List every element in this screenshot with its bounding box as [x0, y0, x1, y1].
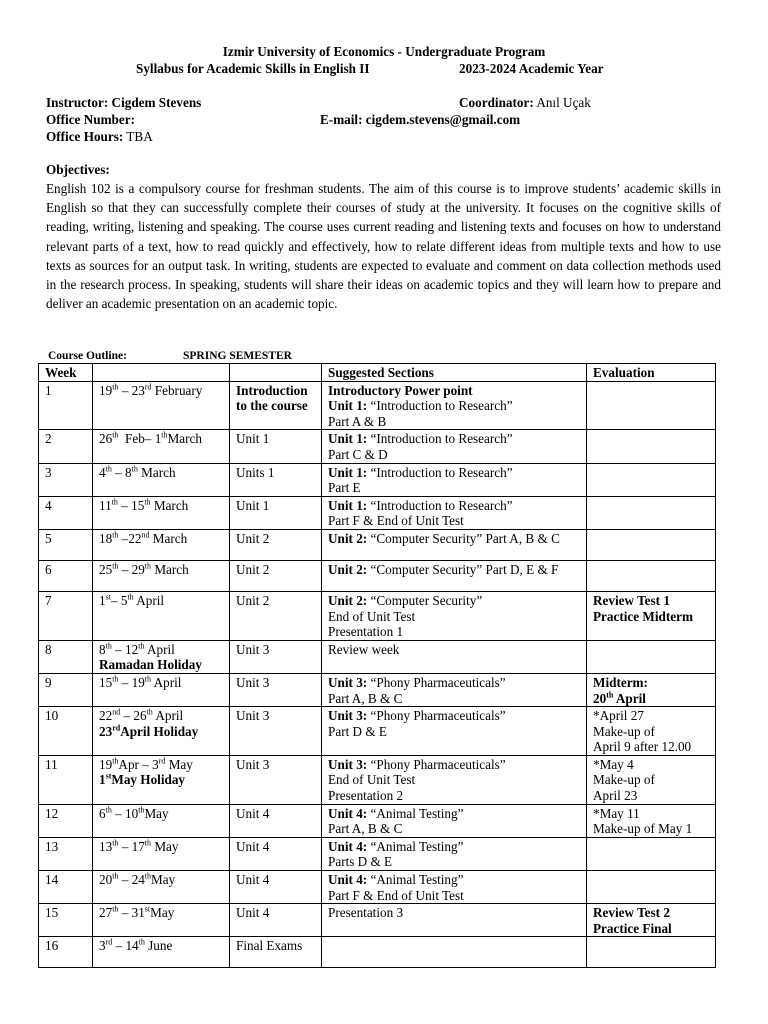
dates-cell: 6th – 10thMay: [93, 804, 230, 837]
table-row: [39, 804, 716, 837]
unit-cell: Units 1: [230, 463, 322, 496]
sections-cell: Review week: [322, 640, 587, 673]
week-cell: 2: [39, 430, 93, 463]
sections-cell: Unit 3: “Phony Pharmaceuticals” Part D & E: [322, 707, 587, 756]
dates-cell: 27th – 31stMay: [93, 904, 230, 937]
table-body: [39, 381, 716, 968]
evaluation-cell: [587, 496, 716, 529]
week-cell: 10: [39, 707, 93, 756]
email-label: E-mail: cigdem.stevens@gmail.com: [320, 112, 521, 127]
week-cell: 9: [39, 673, 93, 706]
unit-cell: Unit 1: [230, 496, 322, 529]
office-hours-value: TBA: [126, 129, 153, 144]
sections-cell: Unit 2: “Computer Security” Part A, B & C: [322, 529, 587, 560]
sections-cell: Unit 3: “Phony Pharmaceuticals” End of Unit Test Presentation 2: [322, 755, 587, 804]
dates-cell: 3rd – 14th June: [93, 937, 230, 968]
unit-cell: Unit 2: [230, 591, 322, 640]
unit-cell: Unit 1: [230, 430, 322, 463]
office-hours: [46, 129, 153, 145]
table-row: [39, 463, 716, 496]
coordinator: [459, 95, 591, 111]
evaluation-cell: Midterm: 20th April: [587, 673, 716, 706]
week-cell: 8: [39, 640, 93, 673]
evaluation-cell: Review Test 2 Practice Final: [587, 904, 716, 937]
sections-cell: Unit 2: “Computer Security” Part D, E & F: [322, 560, 587, 591]
dates-cell: 15th – 19th April: [93, 673, 230, 706]
dates-cell: 19thApr – 3rd May 1stMay Holiday: [93, 755, 230, 804]
week-cell: 5: [39, 529, 93, 560]
week-cell: 6: [39, 560, 93, 591]
header-unit: [230, 364, 322, 382]
header-dates: [93, 364, 230, 382]
evaluation-cell: [587, 871, 716, 904]
unit-cell: Unit 3: [230, 707, 322, 756]
dates-cell: 18th –22nd March: [93, 529, 230, 560]
office-hours-label: Office Hours:: [46, 129, 124, 144]
sections-cell: Unit 1: “Introduction to Research” Part E: [322, 463, 587, 496]
unit-cell: Unit 3: [230, 673, 322, 706]
dates-cell: 13th – 17th May: [93, 837, 230, 870]
semester-label: SPRING SEMESTER: [183, 350, 292, 362]
week-cell: 7: [39, 591, 93, 640]
dates-cell: 1st– 5th April: [93, 591, 230, 640]
evaluation-cell: [587, 463, 716, 496]
evaluation-cell: *May 11 Make-up of May 1: [587, 804, 716, 837]
unit-cell: Introduction to the course: [230, 381, 322, 430]
evaluation-cell: *May 4 Make-up of April 23: [587, 755, 716, 804]
table-row: [39, 529, 716, 560]
objectives-text: English 102 is a compulsory course for freshman students. The aim of this course is to improve students’ academic skills in English so that they can successfully complete their courses of study at the university. It focuses on the cognitive skills of reading, writing, listening and speaking. The course uses current reading and listening texts and focuses on how to understand relevant parts of a text, how to read quickly and effectively, how to relate different ideas from multiple texts and how to use texts as sources for an output task. In writing, students are expected to evaluate and comment on data collection methods used in the research process. In speaking, students will share their ideas on academic topics and they will learn how to prepare and deliver an academic presentation on an academic topic.: [46, 181, 721, 312]
dates-cell: 11th – 15th March: [93, 496, 230, 529]
sections-cell: Unit 4: “Animal Testing” Parts D & E: [322, 837, 587, 870]
coordinator-value: Anıl Uçak: [536, 95, 591, 110]
week-cell: 4: [39, 496, 93, 529]
sections-cell: Unit 2: “Computer Security” End of Unit Test Presentation 1: [322, 591, 587, 640]
evaluation-cell: [587, 381, 716, 430]
week-cell: 1: [39, 381, 93, 430]
table-row: [39, 591, 716, 640]
table-row: [39, 496, 716, 529]
unit-cell: Unit 4: [230, 904, 322, 937]
unit-cell: Unit 4: [230, 871, 322, 904]
objectives-heading: Objectives:: [46, 162, 110, 177]
header-week: Week: [39, 364, 93, 382]
evaluation-cell: [587, 837, 716, 870]
week-cell: 16: [39, 937, 93, 968]
dates-cell: 4th – 8th March: [93, 463, 230, 496]
dates-cell: 19th – 23rd February: [93, 381, 230, 430]
table-row: [39, 755, 716, 804]
table-row: [39, 937, 716, 968]
header-evaluation: Evaluation: [587, 364, 716, 382]
table-row: [39, 381, 716, 430]
office-number-label: Office Number:: [46, 112, 135, 127]
evaluation-cell: Review Test 1 Practice Midterm: [587, 591, 716, 640]
week-cell: 15: [39, 904, 93, 937]
week-cell: 12: [39, 804, 93, 837]
sections-cell: [322, 937, 587, 968]
dates-cell: 8th – 12th April Ramadan Holiday: [93, 640, 230, 673]
table-row: [39, 871, 716, 904]
evaluation-cell: [587, 529, 716, 560]
week-cell: 3: [39, 463, 93, 496]
unit-cell: Unit 3: [230, 640, 322, 673]
sections-cell: Unit 1: “Introduction to Research” Part F & End of Unit Test: [322, 496, 587, 529]
unit-cell: Final Exams: [230, 937, 322, 968]
course-outline-table: [38, 363, 716, 968]
instructor-label: Instructor: Cigdem Stevens: [46, 95, 202, 110]
coordinator-label: Coordinator:: [459, 95, 534, 110]
syllabus-title: Syllabus for Academic Skills in English II: [136, 61, 370, 76]
dates-cell: 20th – 24thMay: [93, 871, 230, 904]
evaluation-cell: [587, 937, 716, 968]
table-row: [39, 430, 716, 463]
evaluation-cell: *April 27 Make-up of April 9 after 12.00: [587, 707, 716, 756]
evaluation-cell: [587, 640, 716, 673]
dates-cell: 26th Feb– 1thMarch: [93, 430, 230, 463]
sections-cell: Unit 3: “Phony Pharmaceuticals” Part A, B & C: [322, 673, 587, 706]
sections-cell: Introductory Power point Unit 1: “Introduction to Research” Part A & B: [322, 381, 587, 430]
sections-cell: Unit 1: “Introduction to Research” Part C & D: [322, 430, 587, 463]
week-cell: 11: [39, 755, 93, 804]
sections-cell: Unit 4: “Animal Testing” Part A, B & C: [322, 804, 587, 837]
table-row: [39, 673, 716, 706]
evaluation-cell: [587, 560, 716, 591]
sections-cell: Presentation 3: [322, 904, 587, 937]
dates-cell: 22nd – 26th April 23rdApril Holiday: [93, 707, 230, 756]
academic-year: 2023-2024 Academic Year: [459, 61, 604, 76]
week-cell: 14: [39, 871, 93, 904]
table-header-row: [39, 364, 716, 382]
unit-cell: Unit 4: [230, 804, 322, 837]
table-row: [39, 904, 716, 937]
unit-cell: Unit 4: [230, 837, 322, 870]
header-suggested-sections: Suggested Sections: [322, 364, 587, 382]
unit-cell: Unit 3: [230, 755, 322, 804]
evaluation-cell: [587, 430, 716, 463]
table-row: [39, 707, 716, 756]
dates-cell: 25th – 29th March: [93, 560, 230, 591]
unit-cell: Unit 2: [230, 560, 322, 591]
table-row: [39, 837, 716, 870]
week-cell: 13: [39, 837, 93, 870]
sections-cell: Unit 4: “Animal Testing” Part F & End of Unit Test: [322, 871, 587, 904]
university-title: Izmir University of Economics - Undergraduate Program: [222, 44, 546, 59]
table-row: [39, 640, 716, 673]
course-outline-label: Course Outline:: [48, 350, 127, 362]
unit-cell: Unit 2: [230, 529, 322, 560]
table-row: [39, 560, 716, 591]
